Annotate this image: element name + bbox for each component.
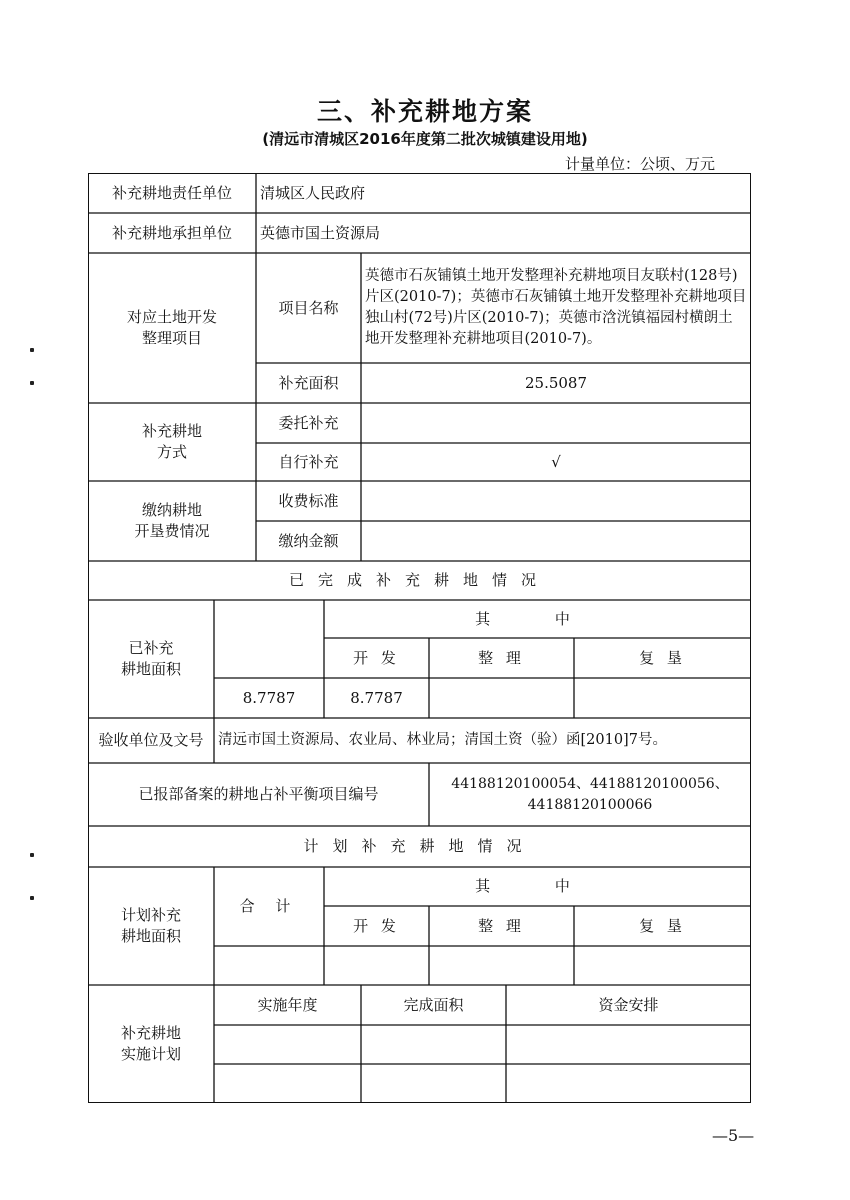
planned-total-header: 合 计 <box>239 897 299 915</box>
responsible-value: 清城区人民政府 <box>260 183 366 202</box>
completed-total-value: 8.7787 <box>242 688 296 707</box>
page-title: 三、补充耕地方案 <box>316 97 533 126</box>
filed-value-line2: 44188120100066 <box>527 796 653 813</box>
page-subtitle: (清远市清城区2016年度第二批次城镇建设用地) <box>262 130 588 148</box>
scan-mark <box>30 381 34 385</box>
completed-section-title: 已完成补充耕地情况 <box>288 571 550 589</box>
completed-arrange-header: 整 理 <box>478 648 525 667</box>
planned-reclaim-header: 复 垦 <box>639 916 686 935</box>
responsible-label: 补充耕地责任单位 <box>111 183 232 202</box>
fee-standard-label: 收费标准 <box>278 491 339 510</box>
fee-amount-label: 缴纳金额 <box>278 531 339 550</box>
undertaker-value: 英德市国土资源局 <box>260 223 381 242</box>
completed-area-header: 完成面积 <box>403 995 464 1014</box>
method-label-line1: 补充耕地 <box>141 422 202 440</box>
fee-group-label <box>88 481 256 561</box>
filed-value-line1: 44188120100054、44188120100056、 <box>451 775 729 792</box>
year-header: 实施年度 <box>257 995 318 1014</box>
planned-area-label-line1: 计划补充 <box>120 906 181 924</box>
fee-label-line1: 缴纳耕地 <box>141 501 202 519</box>
entrusted-label: 委托补充 <box>278 413 339 432</box>
completed-develop-value: 8.7787 <box>350 688 403 707</box>
plan-schedule-label-line1: 补充耕地 <box>120 1024 181 1042</box>
page-number: —5— <box>712 1126 755 1145</box>
unit-note: 计量单位：公顷、万元 <box>564 155 715 173</box>
funding-header: 资金安排 <box>598 995 659 1014</box>
project-group-label-line2: 整理项目 <box>141 329 202 347</box>
area-label: 补充面积 <box>278 373 339 392</box>
method-group-label <box>88 403 256 481</box>
plan-schedule-label-line2: 实施计划 <box>120 1045 181 1063</box>
planned-area-label <box>88 867 214 985</box>
planned-develop-header: 开 发 <box>353 916 400 935</box>
acceptance-value: 清远市国土资源局、农业局、林业局；清国土资（验）函[2010]7号。 <box>218 732 667 748</box>
self-value-checkmark: √ <box>551 452 561 471</box>
completed-area-label-line1: 已补充 <box>128 639 174 657</box>
scan-mark <box>30 853 34 857</box>
project-group-label-line1: 对应土地开发 <box>126 308 217 326</box>
project-group-label <box>88 253 256 403</box>
filed-value <box>429 763 751 826</box>
fee-label-line2: 开垦费情况 <box>134 522 210 540</box>
scan-mark <box>30 348 34 352</box>
completed-area-label-line2: 耕地面积 <box>120 660 181 678</box>
plan-schedule-label <box>88 985 214 1103</box>
area-value: 25.5087 <box>524 373 588 392</box>
method-label-line2: 方式 <box>156 443 187 461</box>
planned-section-title: 计划补充耕地情况 <box>303 837 536 855</box>
project-name-label: 项目名称 <box>278 298 339 317</box>
filed-label: 已报部备案的耕地占补平衡项目编号 <box>138 785 379 803</box>
planned-of-which-header: 其 中 <box>475 877 600 895</box>
acceptance-label: 验收单位及文号 <box>98 731 204 749</box>
plan-table <box>88 173 751 1103</box>
undertaker-label: 补充耕地承担单位 <box>111 223 232 242</box>
project-name-value: 英德市石灰铺镇土地开发整理补充耕地项目友联村(128号)片区(2010-7)；英德市石灰铺镇土地开发整理补充耕地项目独山村(72号)片区(2010-7)；英德市浛洸镇福园村横朗土地开发整理补充耕地项目(2010-7)。 <box>365 268 747 347</box>
completed-reclaim-header: 复 垦 <box>639 648 686 667</box>
planned-area-label-line2: 耕地面积 <box>120 927 181 945</box>
completed-of-which-header: 其 中 <box>475 609 600 628</box>
scan-mark <box>30 896 34 900</box>
planned-arrange-header: 整 理 <box>478 916 525 935</box>
self-label: 自行补充 <box>278 452 339 471</box>
completed-area-label <box>88 600 214 718</box>
completed-develop-header: 开 发 <box>353 648 400 667</box>
